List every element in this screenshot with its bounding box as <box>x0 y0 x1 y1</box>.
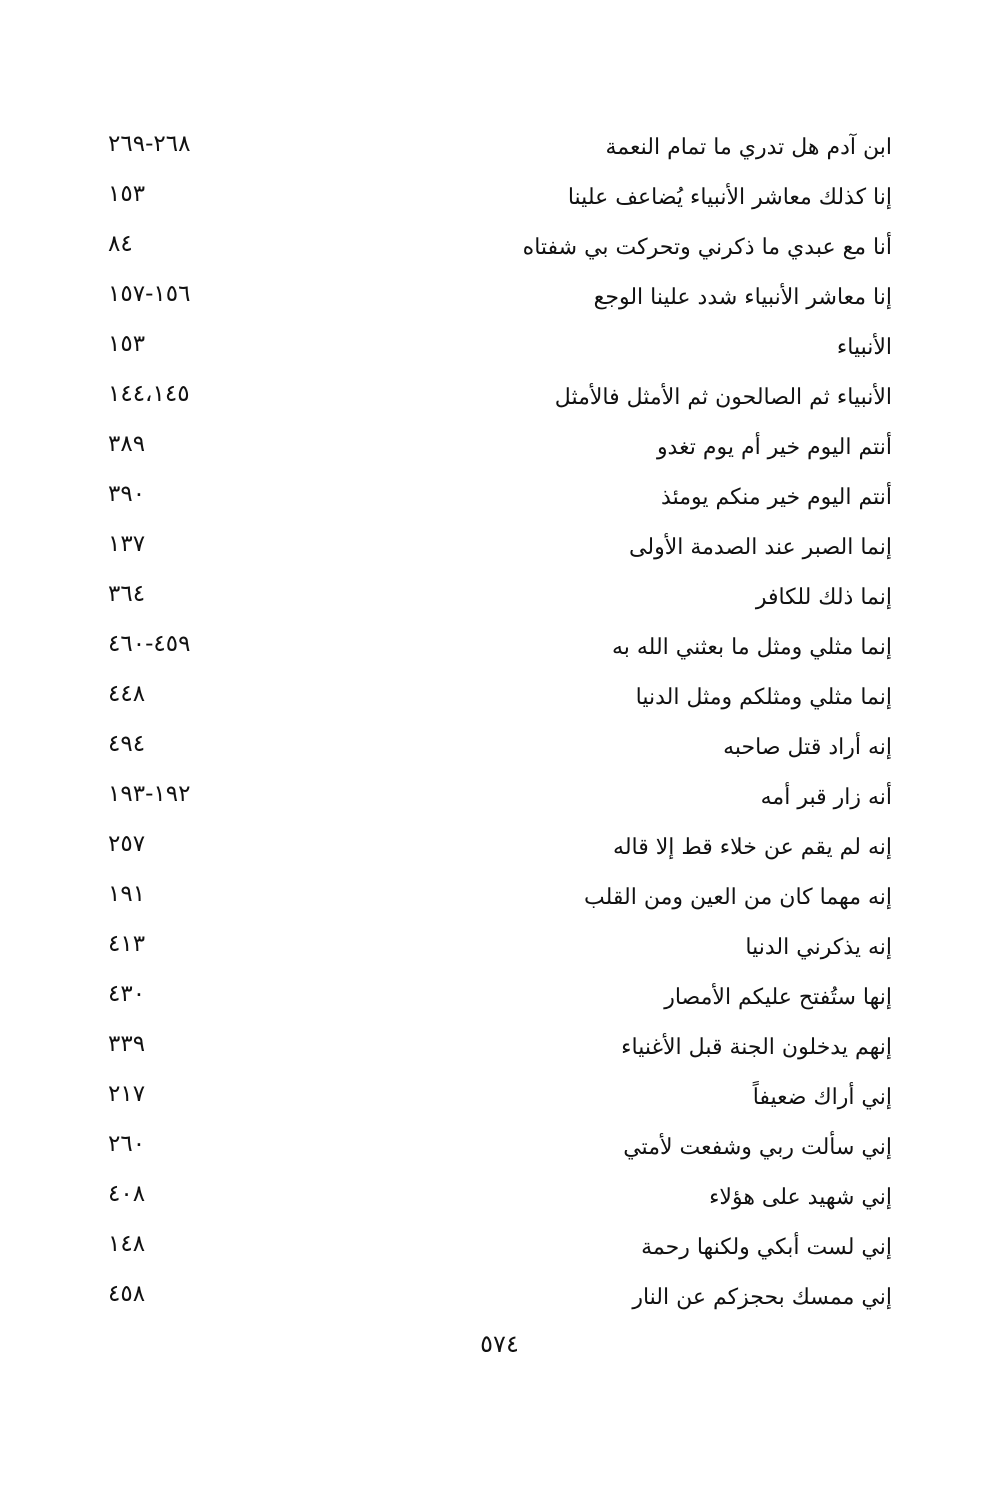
entry-pages: ١٩٢-١٩٣ <box>108 781 191 807</box>
entry-text: إنا معاشر الأنبياء شدد علينا الوجع <box>593 285 892 310</box>
entry-text: إنه لم يقم عن خلاء قط إلا قاله <box>613 835 892 860</box>
entry-text: إنما الصبر عند الصدمة الأولى <box>629 535 892 560</box>
entry-text: ابن آدم هل تدري ما تمام النعمة <box>605 135 892 160</box>
entry-text: أنه زار قبر أمه <box>760 785 892 810</box>
index-entry <box>100 372 892 422</box>
entry-text: إنه مهما كان من العين ومن القلب <box>584 885 892 910</box>
index-entry <box>100 1072 892 1122</box>
entry-pages: ١٥٣ <box>108 181 146 207</box>
entry-pages: ٢٦٠ <box>108 1131 146 1157</box>
index-entry <box>100 972 892 1022</box>
entry-pages: ٨٤ <box>108 231 133 257</box>
entry-text: إنها ستُفتح عليكم الأمصار <box>664 985 892 1010</box>
entry-pages: ٤٥٩-٤٦٠ <box>108 631 191 657</box>
hadith-index-list <box>100 122 892 1322</box>
entry-text: إنه يذكرني الدنيا <box>745 935 892 960</box>
entry-pages: ١٤٤،١٤٥ <box>108 381 190 407</box>
index-entry <box>100 172 892 222</box>
entry-text: إني سألت ربي وشفعت لأمتي <box>623 1135 892 1160</box>
index-entry <box>100 1222 892 1272</box>
index-entry <box>100 1172 892 1222</box>
entry-pages: ١٥٦-١٥٧ <box>108 281 191 307</box>
entry-text: إنما مثلي ومثلكم ومثل الدنيا <box>635 685 892 710</box>
entry-pages: ٣٩٠ <box>108 481 146 507</box>
entry-text: إنا كذلك معاشر الأنبياء يُضاعف علينا <box>567 185 892 210</box>
entry-text: إنهم يدخلون الجنة قبل الأغنياء <box>621 1035 892 1060</box>
index-entry <box>100 872 892 922</box>
entry-text: الأنبياء <box>836 335 892 360</box>
index-entry <box>100 122 892 172</box>
entry-text: الأنبياء ثم الصالحون ثم الأمثل فالأمثل <box>554 385 892 410</box>
entry-text: أنتم اليوم خير أم يوم تغدو <box>656 435 892 460</box>
entry-pages: ١٤٨ <box>108 1231 146 1257</box>
entry-pages: ١٣٧ <box>108 531 146 557</box>
entry-text: أنتم اليوم خير منكم يومئذ <box>661 485 892 510</box>
index-entry <box>100 922 892 972</box>
index-entry <box>100 222 892 272</box>
index-entry <box>100 1272 892 1322</box>
entry-pages: ٢١٧ <box>108 1081 146 1107</box>
index-entry <box>100 472 892 522</box>
index-entry <box>100 822 892 872</box>
entry-pages: ٢٦٨-٢٦٩ <box>108 131 191 157</box>
entry-pages: ٣٦٤ <box>108 581 146 607</box>
entry-pages: ٤٥٨ <box>108 1281 146 1307</box>
index-entry <box>100 572 892 622</box>
entry-pages: ٢٥٧ <box>108 831 146 857</box>
entry-pages: ٤٣٠ <box>108 981 146 1007</box>
index-entry <box>100 722 892 772</box>
entry-pages: ١٥٣ <box>108 331 146 357</box>
entry-text: إني شهيد على هؤلاء <box>709 1185 892 1210</box>
index-entry <box>100 772 892 822</box>
index-entry <box>100 522 892 572</box>
index-entry <box>100 422 892 472</box>
entry-pages: ٤٩٤ <box>108 731 146 757</box>
entry-text: إني لست أبكي ولكنها رحمة <box>641 1235 892 1260</box>
entry-text: إنما مثلي ومثل ما بعثني الله به <box>611 635 892 660</box>
page-number: ٥٧٤ <box>480 1330 519 1358</box>
entry-text: إني ممسك بحجزكم عن النار <box>632 1285 892 1310</box>
index-entry <box>100 322 892 372</box>
index-entry <box>100 272 892 322</box>
index-entry <box>100 1022 892 1072</box>
entry-pages: ٤٤٨ <box>108 681 146 707</box>
entry-text: إنما ذلك للكافر <box>755 585 892 610</box>
entry-text: إنه أراد قتل صاحبه <box>723 735 892 760</box>
entry-pages: ٣٣٩ <box>108 1031 146 1057</box>
entry-pages: ٤١٣ <box>108 931 146 957</box>
index-entry <box>100 622 892 672</box>
index-entry <box>100 672 892 722</box>
entry-pages: ٣٨٩ <box>108 431 146 457</box>
entry-pages: ١٩١ <box>108 881 146 907</box>
entry-text: أنا مع عبدي ما ذكرني وتحركت بي شفتاه <box>522 235 892 260</box>
index-entry <box>100 1122 892 1172</box>
entry-text: إني أراك ضعيفاً <box>752 1085 892 1110</box>
entry-pages: ٤٠٨ <box>108 1181 146 1207</box>
